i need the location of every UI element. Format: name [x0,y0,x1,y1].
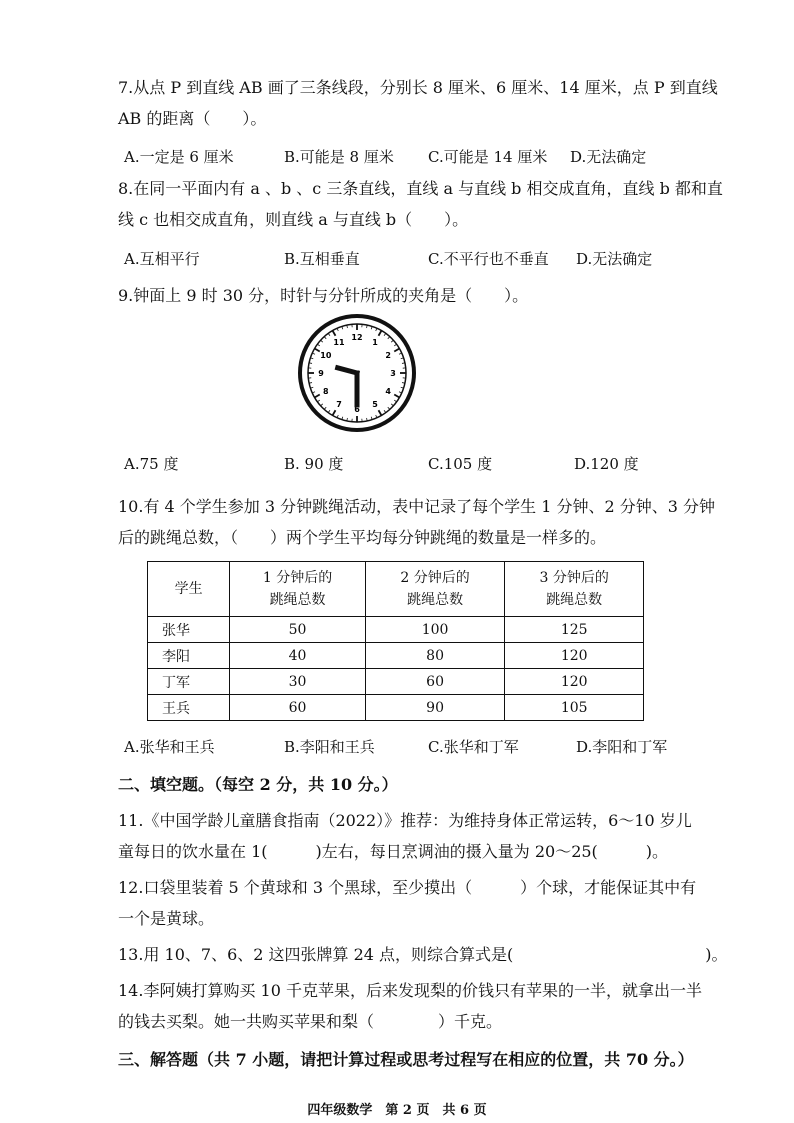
section-3-title: 三、解答题（共 7 小题，请把计算过程或思考过程写在相应的位置，共 70 分。） [118,1050,694,1069]
table-row [148,617,644,643]
clock-center-pin [355,371,360,376]
q13-stem: 13.用 10、7、6、2 这四张牌算 24 点，则综合算式是( )。 [118,945,728,964]
cell-value: 40 [230,643,366,669]
q8-option-a[interactable]: A.互相平行 [124,250,200,268]
table-row [148,643,644,669]
clock-number: 10 [320,351,332,360]
q9-option-c[interactable]: C.105 度 [428,455,493,473]
cell-value: 125 [505,617,644,643]
q10-stem-line1: 10.有 4 个学生参加 3 分钟跳绳活动，表中记录了每个学生 1 分钟、2 分钟、3 分钟 [118,497,716,516]
cell-value: 120 [505,669,644,695]
clock-number: 9 [318,369,324,378]
table-row [148,669,644,695]
table-header-row [148,562,644,617]
header-3min [505,562,644,617]
header-label: 1 分钟后的 [262,570,333,586]
header-2min [365,562,505,617]
clock-number: 7 [336,400,342,410]
header-label: 3 分钟后的 [539,570,609,586]
q9-option-b[interactable]: B. 90 度 [284,455,344,473]
cell-value: 100 [365,617,505,643]
q11-stem-line2: 童每日的饮水量在 1( )左右，每日烹调油的摄入量为 20～25( )。 [118,842,669,861]
header-label: 跳绳总数 [407,592,464,608]
cell-value: 105 [505,695,644,721]
q10-option-b[interactable]: B.李阳和王兵 [284,738,375,756]
cell-student: 王兵 [148,695,230,721]
clock-number: 5 [372,400,378,410]
cell-student: 李阳 [148,643,230,669]
q9-stem: 9.钟面上 9 时 30 分，时针与分针所成的夹角是（ ）。 [118,286,529,305]
clock-number: 4 [385,387,391,396]
cell-value: 80 [365,643,505,669]
header-label: 跳绳总数 [269,592,326,608]
q7-stem-line1: 7.从点 P 到直线 AB 画了三条线段，分别长 8 厘米、6 厘米、14 厘米，点 P 到直线 [118,78,718,97]
q7-option-c[interactable]: C.可能是 14 厘米 [428,148,548,166]
header-label: 跳绳总数 [546,592,603,608]
q10-option-c[interactable]: C.张华和丁军 [428,738,519,756]
clock-number: 11 [333,337,345,347]
cell-value: 30 [230,669,366,695]
q9-option-d[interactable]: D.120 度 [574,455,639,473]
q12-stem-line1: 12.口袋里装着 5 个黄球和 3 个黑球，至少摸出（ ）个球，才能保证其中有 [118,878,697,897]
q7-option-d[interactable]: D.无法确定 [570,148,647,166]
cell-value: 120 [505,643,644,669]
section-2-title: 二、填空题。（每空 2 分，共 10 分。） [118,775,398,794]
q8-option-b[interactable]: B.互相垂直 [284,250,360,268]
q12-stem-line2: 一个是黄球。 [118,909,215,928]
q8-option-c[interactable]: C.不平行也不垂直 [428,250,549,268]
header-1min [230,562,366,617]
q14-stem-line1: 14.李阿姨打算购买 10 千克苹果，后来发现梨的价钱只有苹果的一半，就拿出一半 [118,981,702,1000]
q7-stem-line2: AB 的距离（ ）。 [118,109,267,128]
clock-number: 12 [351,333,363,342]
header-student [148,562,230,617]
cell-value: 60 [230,695,366,721]
q10-option-a[interactable]: A.张华和王兵 [124,738,215,756]
q14-stem-line2: 的钱去买梨。她一共购买苹果和梨（ ）千克。 [118,1012,503,1031]
cell-value: 60 [365,669,505,695]
q7-option-a[interactable]: A.一定是 6 厘米 [124,148,234,166]
clock-number: 3 [390,369,396,378]
q10-option-d[interactable]: D.李阳和丁军 [576,738,668,756]
cell-student: 张华 [148,617,230,643]
cell-value: 90 [365,695,505,721]
q10-stem-line2: 后的跳绳总数，（ ）两个学生平均每分钟跳绳的数量是一样多的。 [118,528,607,547]
q8-stem-line1: 8.在同一平面内有 a 、b 、c 三条直线，直线 a 与直线 b 相交成直角，直线 b 都和直 [118,179,723,198]
page-footer: 四年级数学 第 2 页 共 6 页 [307,1103,487,1118]
clock-face [296,312,418,434]
table-row [148,695,644,721]
clock-number: 8 [323,387,329,396]
clock-number: 2 [385,351,391,360]
q7-option-b[interactable]: B.可能是 8 厘米 [284,148,394,166]
jump-rope-table [147,561,644,721]
clock-number: 1 [372,337,378,347]
q8-option-d[interactable]: D.无法确定 [576,250,653,268]
q11-stem-line1: 11.《中国学龄儿童膳食指南（2022）》推荐：为维持身体正常运转，6～10 岁儿 [118,811,692,830]
q9-option-a[interactable]: A.75 度 [124,455,179,473]
header-label: 学生 [174,581,203,597]
cell-value: 50 [230,617,366,643]
header-label: 2 分钟后的 [400,570,470,586]
clock-number: 6 [354,405,360,414]
cell-student: 丁军 [148,669,230,695]
q8-stem-line2: 线 c 也相交成直角，则直线 a 与直线 b（ ）。 [118,210,469,229]
